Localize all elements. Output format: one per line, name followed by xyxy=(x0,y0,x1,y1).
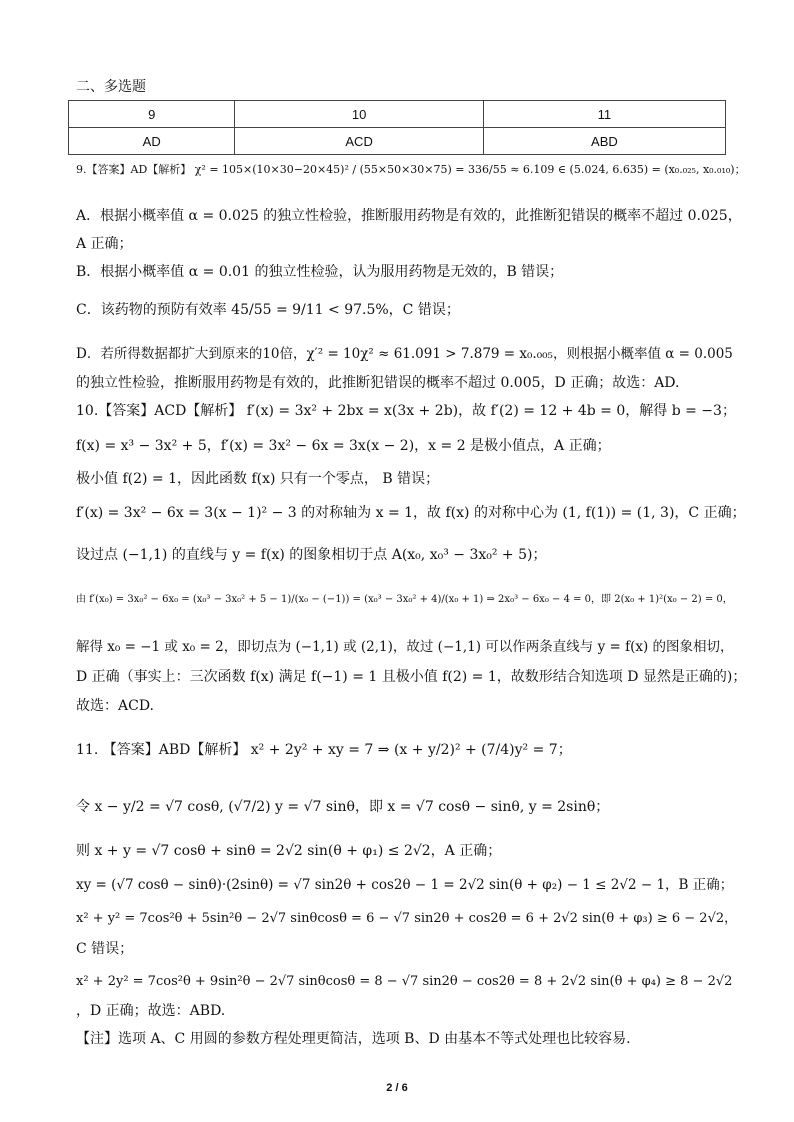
solution-line: f′(x) = 3x² − 6x = 3(x − 1)² − 3 的对称轴为 x = 1，故 f(x) 的对称中心为 (1, f(1)) = (1, 3)，C 正确； xyxy=(76,505,746,521)
solution-line: x² + y² = 7cos²θ + 5sin²θ − 2√7 sinθcosθ = 6 − √7 sin2θ + cos2θ = 6 + 2√2 sin(θ + φ₃) ≥ 6 − 2√2， xyxy=(76,911,738,926)
question-number-cell: 11 xyxy=(483,101,725,128)
solution-line: A．根据小概率值 α = 0.025 的独立性检验，推断服用药物是有效的，此推断犯错误的概率不超过 0.025， xyxy=(76,208,742,224)
solution-line: 10.【答案】ACD【解析】 f′(x) = 3x² + 2bx = x(3x + 2b)，故 f′(2) = 12 + 4b = 0，解得 b = −3； xyxy=(76,403,736,419)
question-number-cell: 9 xyxy=(69,101,235,128)
solution-line: C．该药物的预防有效率 45/55 = 9/11 < 97.5%，C 错误； xyxy=(76,302,460,318)
solution-line: 的独立性检验，推断服用药物是有效的，此推断犯错误的概率不超过 0.005，D 正确；故选：AD. xyxy=(76,375,680,391)
solution-line: xy = (√7 cosθ − sinθ)·(2sinθ) = √7 sin2θ + cos2θ − 1 = 2√2 sin(θ + φ₂) − 1 ≤ 2√2 − 1，B 正确； xyxy=(76,877,734,893)
solution-line: x² + 2y² = 7cos²θ + 9sin²θ − 2√7 sinθcosθ = 8 − √7 sin2θ − cos2θ = 8 + 2√2 sin(θ + φ₄) ≥ 8 − 2√2 xyxy=(76,974,733,989)
solution-line: 则 x + y = √7 cosθ + sinθ = 2√2 sin(θ + φ₁) ≤ 2√2，A 正确； xyxy=(76,843,502,859)
answer-cell: AD xyxy=(69,128,235,155)
solution-line: ，D 正确；故选：ABD. xyxy=(76,1003,226,1019)
solution-line: B．根据小概率值 α = 0.01 的独立性检验，认为服用药物是无效的，B 错误； xyxy=(76,264,564,280)
solution-line: 【注】选项 A、C 用圆的参数方程处理更简洁，选项 B、D 由基本不等式处理也比较容易. xyxy=(76,1031,631,1047)
solution-line: 极小值 f(2) = 1，因此函数 f(x) 只有一个零点， B 错误； xyxy=(76,471,440,487)
solution-line: 9.【答案】AD【解析】 χ² = 105×(10×30−20×45)² / (55×50×30×75) = 336/55 ≈ 6.109 ∈ (5.024, 6.635) = (x₀.₀₂₅, x₀.₀₁₀)； xyxy=(76,163,746,176)
solution-line: D 正确（事实上：三次函数 f(x) 满足 f(−1) = 1 且极小值 f(2) = 1，故数形结合知选项 D 显然是正确的)； xyxy=(76,669,747,685)
section-title: 二、多选题 xyxy=(76,79,146,95)
question-number-cell: 10 xyxy=(235,101,483,128)
answer-table-number-row xyxy=(69,101,726,128)
solution-line: 设过点 (−1,1) 的直线与 y = f(x) 的图象相切于点 A(x₀, x₀³ − 3x₀² + 5)； xyxy=(76,547,547,563)
solution-line: f(x) = x³ − 3x² + 5，f′(x) = 3x² − 6x = 3x(x − 2)，x = 2 是极小值点，A 正确； xyxy=(76,438,611,454)
answer-table-answer-row xyxy=(69,128,726,155)
answer-table xyxy=(68,100,726,155)
solution-line: C 错误； xyxy=(76,941,134,957)
solution-line: 令 x − y/2 = √7 cosθ, (√7/2) y = √7 sinθ，即 x = √7 cosθ − sinθ, y = 2sinθ； xyxy=(76,799,610,815)
page-number: 2 / 6 xyxy=(386,1082,408,1094)
solution-line: A 正确； xyxy=(76,236,133,252)
answer-cell: ACD xyxy=(235,128,483,155)
solution-line: 11. 【答案】ABD【解析】 x² + 2y² + xy = 7 ⇒ (x + y/2)² + (7/4)y² = 7； xyxy=(76,742,572,758)
answer-cell: ABD xyxy=(483,128,725,155)
solution-line: 解得 x₀ = −1 或 x₀ = 2，即切点为 (−1,1) 或 (2,1)，故过 (−1,1) 可以作两条直线与 y = f(x) 的图象相切， xyxy=(76,639,734,655)
solution-line: D．若所得数据都扩大到原来的10倍，χ′² = 10χ² ≈ 61.091 > 7.879 = x₀.₀₀₅，则根据小概率值 α = 0.005 xyxy=(76,346,733,362)
solution-line: 由 f′(x₀) = 3x₀² − 6x₀ = (x₀³ − 3x₀² + 5 − 1)/(x₀ − (−1)) = (x₀³ − 3x₀² + 4)/(x₀ + 1) ⇒ 2x₀³ − 6x₀ − 4 = 0，即 2(x₀ + 1)²(x₀ − 2) = 0， xyxy=(76,594,733,605)
solution-line: 故选：ACD. xyxy=(76,698,154,714)
